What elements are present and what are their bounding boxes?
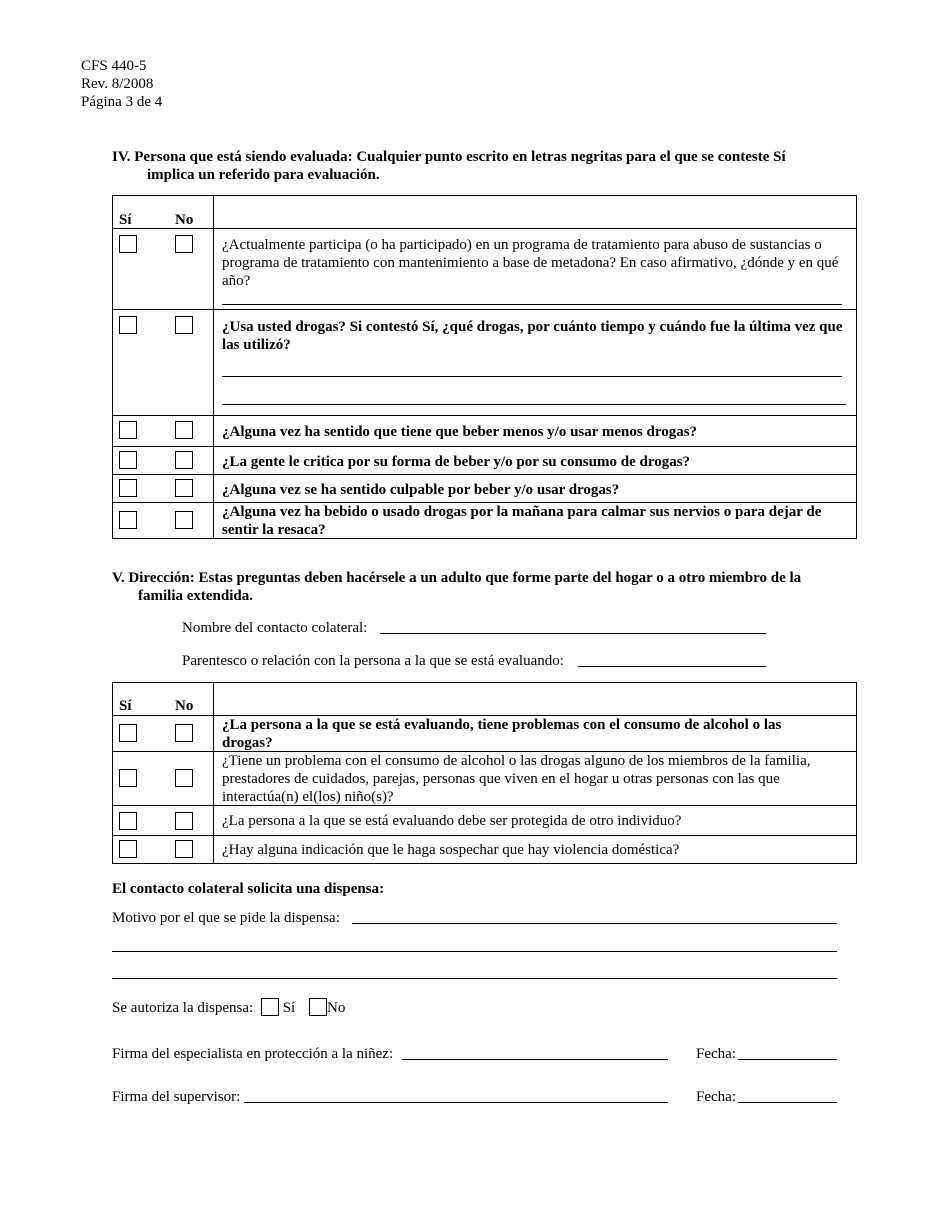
waiver-authorized bbox=[112, 998, 345, 1017]
s4-q1-yes-checkbox[interactable] bbox=[119, 235, 137, 253]
waiver-yes-label: Sí bbox=[282, 1000, 296, 1016]
s4-q2-text: ¿Usa usted drogas? Si contestó Sí, ¿qué drogas, por cuánto tiempo y cuándo fue la última vez que las utilizó? bbox=[222, 319, 843, 353]
s4-q5-no-checkbox[interactable] bbox=[175, 479, 193, 497]
s5-q1-text: ¿La persona a la que se está evaluando, tiene problemas con el consumo de alcohol o las drogas? bbox=[222, 717, 782, 751]
waiver-no-label: No bbox=[326, 1000, 346, 1016]
s5-q3-no-checkbox[interactable] bbox=[175, 812, 193, 830]
section5-title-line1: Dirección: Estas preguntas deben hacérsele a un adulto que forme parte del hogar o a otro miembro de la bbox=[128, 570, 802, 586]
s4-q3-yes-checkbox[interactable] bbox=[119, 421, 137, 439]
waiver-no-checkbox[interactable] bbox=[309, 998, 327, 1016]
specialist-date-field[interactable] bbox=[738, 1059, 837, 1060]
s5-q3-text: ¿La persona a la que se está evaluando debe ser protegida de otro individuo? bbox=[222, 813, 682, 829]
section4-title bbox=[112, 148, 842, 184]
section5-yes-header: Sí bbox=[119, 698, 132, 714]
s5-q1-yes-checkbox[interactable] bbox=[119, 724, 137, 742]
s4-q4-text: ¿La gente le critica por su forma de beber y/o por su consumo de drogas? bbox=[222, 454, 691, 470]
form-header bbox=[81, 57, 162, 111]
contact-name-field[interactable] bbox=[380, 633, 766, 634]
s5-q3-yes-checkbox[interactable] bbox=[119, 812, 137, 830]
s4-q3-no-checkbox[interactable] bbox=[175, 421, 193, 439]
s5-q4-text: ¿Hay alguna indicación que le haga sospechar que hay violencia doméstica? bbox=[222, 842, 680, 858]
s5-q2-text: ¿Tiene un problema con el consumo de alcohol o las drogas alguno de los miembros de la familia, prestadores de cuidados, parejas, personas que viven en el hogar u otras personas con las que interactúa(n) el(los) niño(s)? bbox=[222, 753, 811, 805]
s5-q1-no-checkbox[interactable] bbox=[175, 724, 193, 742]
section4-title-line2: implica un referido para evaluación. bbox=[147, 167, 380, 183]
s4-q5-text: ¿Alguna vez se ha sentido culpable por beber y/o usar drogas? bbox=[222, 482, 620, 498]
specialist-signature-label: Firma del especialista en protección a la niñez: bbox=[112, 1046, 394, 1062]
s4-q1-answer-line[interactable] bbox=[222, 304, 842, 305]
s4-q6-yes-checkbox[interactable] bbox=[119, 511, 137, 529]
section4-number: IV. bbox=[112, 149, 131, 165]
s4-q2-answer-line-2[interactable] bbox=[222, 404, 846, 405]
s4-q1-text: ¿Actualmente participa (o ha participado) en un programa de tratamiento para abuso de sustancias o programa de tratamiento con mantenimiento a base de metadona? En caso afirmativo, ¿dónde y en qué año? bbox=[222, 237, 839, 289]
section5-number: V. bbox=[112, 570, 125, 586]
section5-title-line2: familia extendida. bbox=[138, 588, 253, 604]
s4-q5-yes-checkbox[interactable] bbox=[119, 479, 137, 497]
s5-q4-no-checkbox[interactable] bbox=[175, 840, 193, 858]
waiver-heading: El contacto colateral solicita una dispensa: bbox=[112, 881, 385, 897]
s4-q1-no-checkbox[interactable] bbox=[175, 235, 193, 253]
supervisor-signature-label: Firma del supervisor: bbox=[112, 1089, 241, 1105]
contact-name-label: Nombre del contacto colateral: bbox=[182, 620, 368, 636]
s4-q6-no-checkbox[interactable] bbox=[175, 511, 193, 529]
page-number: Página 3 de 4 bbox=[81, 94, 163, 110]
section4-yes-header: Sí bbox=[119, 212, 132, 228]
section4-no-header: No bbox=[175, 212, 194, 228]
specialist-signature-field[interactable] bbox=[402, 1059, 668, 1060]
s4-q3-text: ¿Alguna vez ha sentido que tiene que beber menos y/o usar menos drogas? bbox=[222, 424, 698, 440]
waiver-reason-line-2[interactable] bbox=[112, 951, 837, 952]
specialist-date-label: Fecha: bbox=[696, 1046, 736, 1062]
waiver-yes-checkbox[interactable] bbox=[261, 998, 279, 1016]
waiver-authorized-label: Se autoriza la dispensa: bbox=[112, 1000, 254, 1016]
form-revision: Rev. 8/2008 bbox=[81, 76, 154, 92]
s5-q2-yes-checkbox[interactable] bbox=[119, 769, 137, 787]
supervisor-date-field[interactable] bbox=[738, 1102, 837, 1103]
section5-no-header: No bbox=[175, 698, 194, 714]
s4-q2-answer-line-1[interactable] bbox=[222, 376, 842, 377]
s4-q4-no-checkbox[interactable] bbox=[175, 451, 193, 469]
supervisor-date-label: Fecha: bbox=[696, 1089, 736, 1105]
waiver-reason-label: Motivo por el que se pide la dispensa: bbox=[112, 910, 340, 926]
supervisor-signature-field[interactable] bbox=[244, 1102, 668, 1103]
form-id: CFS 440-5 bbox=[81, 58, 147, 74]
waiver-reason-field[interactable] bbox=[352, 923, 837, 924]
relation-label: Parentesco o relación con la persona a la que se está evaluando: bbox=[182, 653, 564, 669]
s5-q2-no-checkbox[interactable] bbox=[175, 769, 193, 787]
relation-field[interactable] bbox=[578, 666, 766, 667]
s5-q4-yes-checkbox[interactable] bbox=[119, 840, 137, 858]
s4-q2-no-checkbox[interactable] bbox=[175, 316, 193, 334]
s4-q6-text: ¿Alguna vez ha bebido o usado drogas por la mañana para calmar sus nervios o para dejar de sentir la resaca? bbox=[222, 504, 822, 538]
waiver-reason-line-3[interactable] bbox=[112, 978, 837, 979]
section4-title-line1: Persona que está siendo evaluada: Cualquier punto escrito en letras negritas para el que se conteste Sí bbox=[134, 149, 786, 165]
s4-q4-yes-checkbox[interactable] bbox=[119, 451, 137, 469]
section5-title bbox=[112, 569, 847, 605]
s4-q2-yes-checkbox[interactable] bbox=[119, 316, 137, 334]
